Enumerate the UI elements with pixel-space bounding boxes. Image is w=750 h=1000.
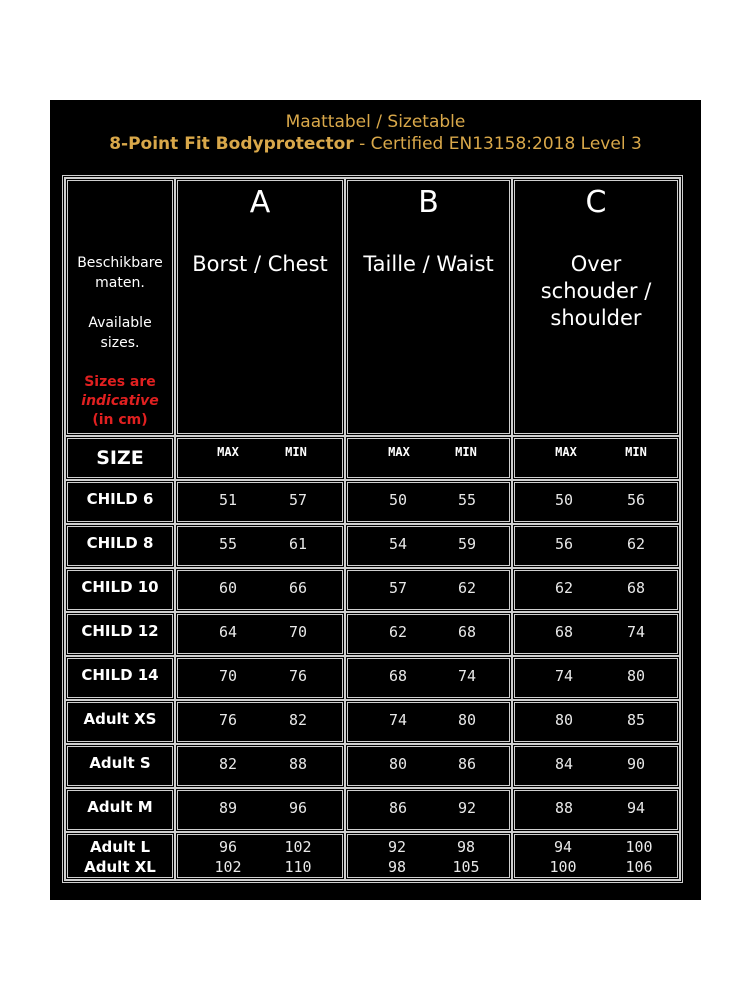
min-value: 59 [457, 535, 477, 553]
size-label-cell [65, 524, 175, 568]
value-group-cell [175, 744, 345, 788]
max-value: 88 [554, 799, 574, 817]
max-label: MAX [555, 445, 577, 459]
max-value: 64 [218, 623, 238, 641]
size-label-adult-l: Adult L [89, 838, 151, 856]
max-value: 55 [218, 535, 238, 553]
max-label: MAX [217, 445, 239, 459]
available-english-text: Available sizes. [88, 315, 152, 351]
max-value: 50 [388, 491, 408, 509]
value-group-cell [175, 612, 345, 656]
max-value: 74 [388, 711, 408, 729]
value-group-cell [512, 480, 680, 524]
min-value: 74 [457, 667, 477, 685]
product-name: 8-Point Fit Bodyprotector [109, 134, 354, 154]
value-cell: 102 110 [284, 838, 312, 876]
available-sizes-cell [65, 178, 175, 436]
value-group-cell [512, 568, 680, 612]
size-label-cell [65, 788, 175, 832]
value-group-cell [175, 524, 345, 568]
min-value: 90 [626, 755, 646, 773]
max-value: 80 [554, 711, 574, 729]
table-subtitle [50, 134, 701, 154]
size-label-cell [65, 832, 175, 880]
value-group-cell [512, 524, 680, 568]
max-value: 86 [388, 799, 408, 817]
value-group-cell [512, 656, 680, 700]
size-header-cell [65, 436, 175, 480]
min-value: 82 [288, 711, 308, 729]
max-value: 68 [554, 623, 574, 641]
certification-text: - Certified EN13158:2018 Level 3 [353, 134, 642, 154]
column-b-name: Taille / Waist [363, 252, 494, 276]
min-value: 62 [626, 535, 646, 553]
min-label: MIN [625, 445, 647, 459]
value-group-cell [345, 656, 512, 700]
value-cell: 92 98 [387, 838, 407, 876]
size-label-cell [65, 656, 175, 700]
max-label: MAX [388, 445, 410, 459]
column-b-letter: B [418, 185, 439, 220]
max-value: 56 [554, 535, 574, 553]
max-value: 70 [218, 667, 238, 685]
max-value: 54 [388, 535, 408, 553]
min-value: 61 [288, 535, 308, 553]
warning-line-2: indicative [81, 393, 159, 409]
column-c-maxmin [512, 436, 680, 480]
min-value: 86 [457, 755, 477, 773]
column-a-maxmin [175, 436, 345, 480]
min-value: 55 [457, 491, 477, 509]
table-title: Maattabel / Sizetable [285, 112, 466, 132]
value-group-cell [175, 700, 345, 744]
min-value: 80 [457, 711, 477, 729]
min-value: 70 [288, 623, 308, 641]
value-group-cell [512, 700, 680, 744]
max-value: 68 [388, 667, 408, 685]
indicative-warning [68, 373, 172, 430]
column-b-header [345, 178, 512, 436]
min-value: 85 [626, 711, 646, 729]
warning-line-3: (in cm) [92, 412, 148, 428]
warning-line-1: Sizes are [84, 374, 156, 390]
value-group-cell [175, 568, 345, 612]
column-b-maxmin [345, 436, 512, 480]
min-value: 74 [626, 623, 646, 641]
column-b-values [345, 832, 512, 880]
value-group-cell [345, 700, 512, 744]
min-value: 88 [288, 755, 308, 773]
max-value: 62 [388, 623, 408, 641]
column-c-name: Over schouder / shoulder [540, 252, 652, 330]
size-label-cell [65, 568, 175, 612]
value-group-cell [175, 656, 345, 700]
size-label: CHILD 6 [86, 490, 154, 508]
max-value: 57 [388, 579, 408, 597]
max-value: 84 [554, 755, 574, 773]
column-a-letter: A [249, 185, 271, 220]
value-cell: 94 100 [549, 838, 577, 876]
value-group-cell [345, 568, 512, 612]
min-value: 80 [626, 667, 646, 685]
max-value: 82 [218, 755, 238, 773]
min-value: 57 [288, 491, 308, 509]
size-label: CHILD 8 [86, 534, 154, 552]
value-group-cell [512, 788, 680, 832]
size-label: Adult XS [83, 710, 157, 728]
min-label: MIN [455, 445, 477, 459]
value-cell: 98 105 [452, 838, 480, 876]
size-label-cell [65, 700, 175, 744]
min-value: 68 [626, 579, 646, 597]
column-a-name: Borst / Chest [192, 252, 328, 276]
size-table-panel [50, 100, 701, 900]
max-value: 62 [554, 579, 574, 597]
available-dutch-text: Beschikbare maten. [77, 255, 163, 291]
min-value: 76 [288, 667, 308, 685]
size-label: CHILD 14 [81, 666, 159, 684]
value-group-cell [345, 612, 512, 656]
column-a-values [175, 832, 345, 880]
size-label-adult-xl: Adult XL [84, 858, 156, 876]
column-c-values [512, 832, 680, 880]
size-label: Adult M [87, 798, 153, 816]
size-label-cell [65, 612, 175, 656]
min-value: 68 [457, 623, 477, 641]
size-label: CHILD 10 [81, 578, 159, 596]
column-a-header [175, 178, 345, 436]
size-label [68, 837, 172, 877]
max-value: 89 [218, 799, 238, 817]
size-table [62, 175, 683, 883]
min-value: 66 [288, 579, 308, 597]
value-group-cell [512, 744, 680, 788]
value-group-cell [345, 744, 512, 788]
min-label: MIN [285, 445, 307, 459]
value-group-cell [512, 612, 680, 656]
min-value: 96 [288, 799, 308, 817]
value-group-cell [175, 480, 345, 524]
column-c-header [512, 178, 680, 436]
max-value: 60 [218, 579, 238, 597]
value-group-cell [345, 480, 512, 524]
value-group-cell [175, 788, 345, 832]
max-value: 50 [554, 491, 574, 509]
min-value: 94 [626, 799, 646, 817]
min-value: 62 [457, 579, 477, 597]
value-group-cell [345, 788, 512, 832]
size-label-cell [65, 480, 175, 524]
value-group-cell [345, 524, 512, 568]
size-label-cell [65, 744, 175, 788]
max-value: 80 [388, 755, 408, 773]
value-cell: 100 106 [625, 838, 653, 876]
size-label: CHILD 12 [81, 622, 159, 640]
max-value: 76 [218, 711, 238, 729]
size-header: SIZE [96, 447, 144, 469]
max-value: 51 [218, 491, 238, 509]
value-cell: 96 102 [214, 838, 242, 876]
column-c-letter: C [585, 185, 607, 220]
max-value: 74 [554, 667, 574, 685]
min-value: 92 [457, 799, 477, 817]
size-label: Adult S [89, 754, 151, 772]
min-value: 56 [626, 491, 646, 509]
